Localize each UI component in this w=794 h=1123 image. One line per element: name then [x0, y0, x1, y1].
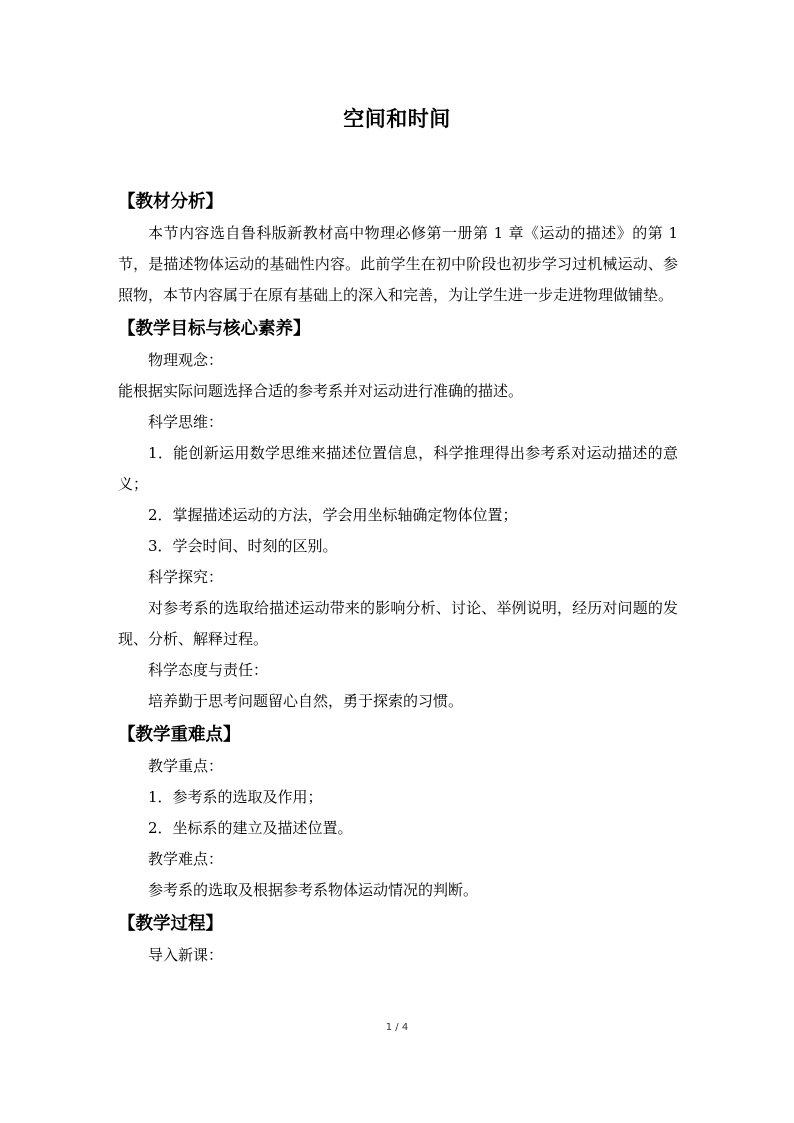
page-title: 空间和时间: [343, 106, 451, 131]
section-heading-key-points: 【教学重难点】: [118, 725, 241, 745]
difficulty-text: 参考系的选取及根据参考系物体运动情况的判断。: [148, 881, 479, 899]
focus-item-1: 1．参考系的选取及作用；: [148, 788, 323, 806]
goal-thinking-item-1: 1．能创新运用数学思维来描述位置信息，科学推理得出参考系对运动描述的意义；: [118, 444, 678, 493]
goal-inquiry-label: 科学探究：: [148, 568, 224, 586]
analysis-paragraph: 本节内容选自鲁科版新教材高中物理必修第一册第 1 章《运动的描述》的第 1 节，是描述物体运动的基础性内容。此前学生在初中阶段也初步学习过机械运动、参照物，本节内容属于在原有基础上的深入和完善，为让学生进一步走进物理做铺垫。: [118, 224, 678, 304]
goal-thinking-item-2: 2．掌握描述运动的方法，学会用坐标轴确定物体位置；: [148, 506, 518, 524]
goal-thinking-label: 科学思维：: [148, 413, 224, 431]
page-number: 1 / 4: [385, 1022, 409, 1033]
section-heading-analysis: 【教材分析】: [118, 192, 223, 212]
goal-attitude-text: 培养勤于思考问题留心自然，勇于探索的习惯。: [148, 692, 464, 710]
goal-concept-text: 能根据实际问题选择合适的参考系并对运动进行准确的描述。: [118, 382, 524, 400]
document-body: [118, 186, 678, 971]
difficulty-label: 教学难点：: [148, 850, 224, 868]
focus-item-2: 2．坐标系的建立及描述位置。: [148, 819, 353, 837]
goal-inquiry-text: 对参考系的选取给描述运动带来的影响分析、讨论、举例说明，经历对问题的发现、分析、解释过程。: [118, 599, 678, 648]
section-heading-process: 【教学过程】: [118, 914, 223, 934]
goal-concept-label: 物理观念：: [148, 351, 224, 369]
section-heading-goals: 【教学目标与核心素养】: [118, 319, 311, 339]
goal-attitude-label: 科学态度与责任：: [148, 661, 269, 679]
process-intro-label: 导入新课：: [148, 946, 224, 964]
goal-thinking-item-3: 3．学会时间、时刻的区别。: [148, 537, 338, 555]
focus-label: 教学重点：: [148, 757, 224, 775]
